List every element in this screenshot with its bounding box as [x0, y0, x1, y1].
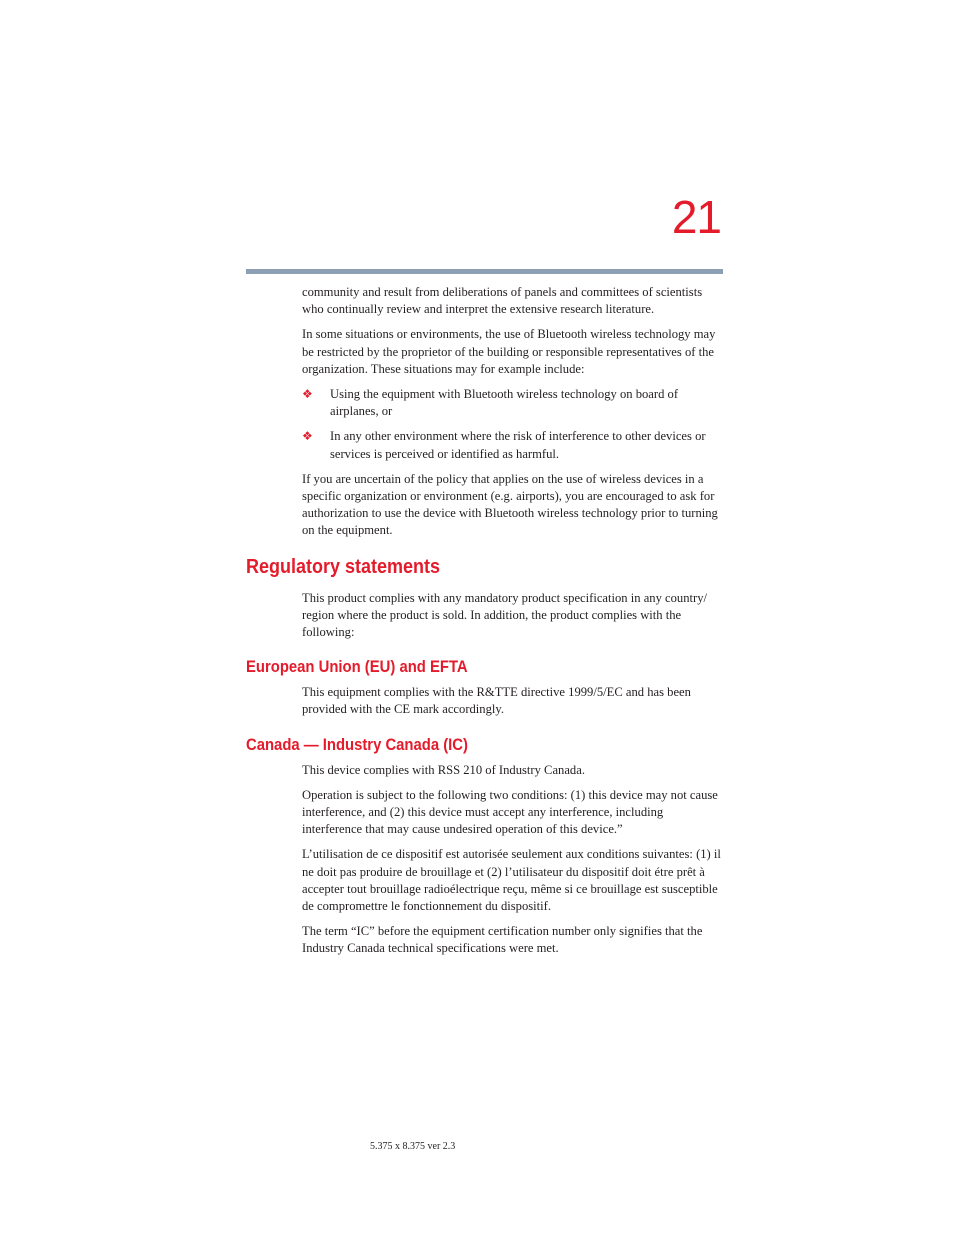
canada-paragraph-2: Operation is subject to the following two conditions: (1) this device may not cause interference, and (2) this device must accept any interference, including interference that may cause undesired operation of this device.” — [302, 787, 718, 837]
page-number: 21 — [671, 191, 721, 243]
list-item — [302, 428, 722, 462]
regulatory-paragraph: This product complies with any mandatory product specification in any country/ region where the product is sold. In addition, the product complies with the following: — [302, 590, 707, 640]
eu-efta-heading: European Union (EU) and EFTA — [246, 658, 468, 677]
diamond-bullet-icon: ❖ — [302, 387, 313, 402]
canada-paragraph-3: L’utilisation de ce dispositif est autorisée seulement aux conditions suivantes: (1) il ne doit pas produire de brouillage et (2) l’utilisateur du dispositif doit étre prêt à accepter tout brouillage radioélectrique reçu, même si ce brouillage est susceptible de compromettre le fonctionnement du dispositif. — [302, 847, 721, 914]
regulatory-statements-heading: Regulatory statements — [246, 555, 441, 578]
eu-paragraph: This equipment complies with the R&TTE directive 1999/5/EC and has been provided with the CE mark accordingly. — [302, 685, 691, 717]
intro-paragraph-1: community and result from deliberations of panels and committees of scientists who continually review and interpret the extensive research literature. — [302, 285, 703, 317]
diamond-bullet-icon: ❖ — [302, 429, 313, 444]
list-item — [302, 386, 722, 420]
canada-paragraph-4: The term “IC” before the equipment certification number only signifies that the Industry Canada technical specifications were met. — [302, 924, 703, 956]
bullet-list — [0, 386, 954, 463]
page-content — [0, 284, 954, 966]
policy-paragraph: If you are uncertain of the policy that applies on the use of wireless devices in a specific organization or environment (e.g. airports), you are encouraged to ask for authorization to use the device with Bluetooth wireless technology prior to turning on the equipment. — [302, 471, 718, 538]
list-item-text: In any other environment where the risk of interference to other devices or services is perceived or identified as harmful. — [330, 429, 706, 461]
canada-ic-heading: Canada — Industry Canada (IC) — [246, 735, 468, 754]
intro-paragraph-2: In some situations or environments, the use of Bluetooth wireless technology may be restricted by the proprietor of the building or responsible representatives of the organization. These situations may for example include: — [302, 327, 716, 376]
list-item-text: Using the equipment with Bluetooth wireless technology on board of airplanes, or — [330, 387, 679, 419]
header-rule — [246, 269, 723, 274]
canada-paragraph-1: This device complies with RSS 210 of Industry Canada. — [302, 762, 585, 777]
footer-version: 5.375 x 8.375 ver 2.3 — [370, 1141, 456, 1152]
